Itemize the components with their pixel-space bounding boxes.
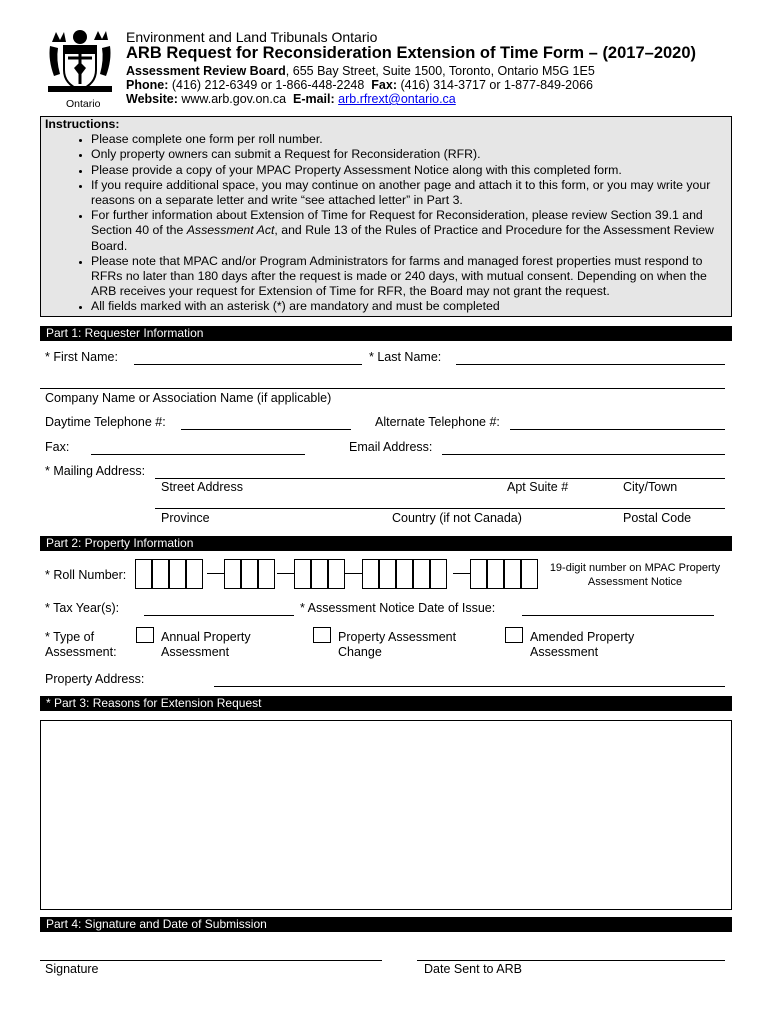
list-item-text: , and Rule 13 of the Rules of Practice and Procedure for the Assessment Review Board.: [91, 223, 714, 253]
change-assessment-checkbox[interactable]: [313, 627, 331, 643]
change-assessment-label: Property Assessment Change: [338, 630, 457, 659]
postal-code-label: Postal Code: [623, 511, 692, 525]
part1-header: Part 1: Requester Information: [40, 326, 732, 341]
list-item: • Only property owners can submit a Request for Reconsideration (RFR).: [91, 147, 731, 162]
roll-digit-box[interactable]: [487, 559, 504, 589]
email-label: E-mail:: [292, 92, 335, 106]
list-item: • Please note that MPAC and/or Program Administrators for farms and managed forest properties must respond to RFRs no later than 180 days after the request is made or 240 days, with mutual consent. Depending on when the ARB receives your request for Extension of Time for RFR, the Board may not grant the request.: [91, 254, 731, 300]
day-phone-label: Daytime Telephone #:: [45, 415, 166, 429]
board-address: , 655 Bay Street, Suite 1500, Toronto, Ontario M5G 1E5: [285, 64, 595, 78]
signature-label: Signature: [45, 962, 99, 976]
mailing-address-label: * Mailing Address:: [45, 464, 146, 478]
list-item: • Please complete one form per roll number.: [91, 132, 731, 147]
annual-assessment-checkbox[interactable]: [136, 627, 154, 643]
amended-assessment-label: Amended Property Assessment: [530, 630, 635, 659]
ministry-name: Environment and Land Tribunals Ontario: [126, 29, 378, 45]
list-item: • If you require additional space, you may continue on another page and attach it to this form, or you may write your reasons on a separate letter and write “see attached letter” in Part 3.: [91, 178, 731, 208]
reasons-textarea[interactable]: [40, 720, 732, 910]
logo-text: Ontario: [66, 98, 101, 110]
roll-digit-box[interactable]: [311, 559, 328, 589]
alt-phone-field[interactable]: [510, 417, 725, 430]
website-value[interactable]: www.arb.gov.on.ca: [177, 92, 287, 106]
ontario-logo: [44, 28, 116, 110]
notice-date-field[interactable]: [522, 603, 714, 616]
email-link[interactable]: arb.rfrext@ontario.ca: [338, 92, 456, 106]
alt-phone-label: Alternate Telephone #:: [375, 415, 500, 429]
list-item-text: For further information about Extension of Time for Request for Reconsideration, please review Section 39.1 and Section 40 of the: [91, 208, 703, 238]
roll-separator: [345, 573, 362, 574]
province-label: Province: [161, 511, 210, 525]
amended-assessment-checkbox[interactable]: [505, 627, 523, 643]
roll-digit-box[interactable]: [362, 559, 379, 589]
list-item: • All fields marked with an asterisk (*) are mandatory and must be completed: [91, 299, 731, 314]
signature-field[interactable]: [40, 948, 382, 961]
coat-of-arms-icon: [44, 28, 116, 98]
fax-label: Fax:: [45, 440, 70, 454]
roll-separator: [207, 573, 224, 574]
website-label: Website:: [126, 92, 178, 106]
roll-digit-box[interactable]: [169, 559, 186, 589]
roll-separator: [277, 573, 294, 574]
roll-digit-box[interactable]: [396, 559, 413, 589]
email-field[interactable]: [442, 442, 725, 455]
roll-digit-box[interactable]: [413, 559, 430, 589]
roll-separator: [453, 573, 470, 574]
date-sent-field[interactable]: [417, 948, 725, 961]
first-name-field[interactable]: [134, 352, 362, 365]
company-label: Company Name or Association Name (if applicable): [45, 391, 332, 405]
roll-digit-box[interactable]: [294, 559, 311, 589]
act-name: Assessment Act: [186, 223, 275, 238]
list-item: • Please provide a copy of your MPAC Property Assessment Notice along with this completed form.: [91, 163, 731, 178]
street-address-field[interactable]: [155, 466, 725, 479]
date-sent-label: Date Sent to ARB: [424, 962, 522, 976]
roll-digit-box[interactable]: [328, 559, 345, 589]
country-label: Country (if not Canada): [392, 511, 522, 525]
city-label: City/Town: [623, 480, 678, 494]
roll-number-label: * Roll Number:: [45, 568, 127, 582]
email-label: Email Address:: [349, 440, 433, 454]
website-line: [126, 92, 456, 106]
street-address-label: Street Address: [161, 480, 243, 494]
property-address-field[interactable]: [214, 674, 725, 687]
notice-date-label: * Assessment Notice Date of Issue:: [300, 601, 496, 615]
instructions-heading: Instructions:: [45, 117, 120, 131]
instructions-list: [41, 132, 731, 314]
roll-digit-box[interactable]: [521, 559, 538, 589]
roll-digit-box[interactable]: [135, 559, 152, 589]
province-field[interactable]: [155, 496, 725, 509]
roll-number-hint: 19-digit number on MPAC Property Assessment Notice: [549, 562, 721, 588]
last-name-field[interactable]: [456, 352, 725, 365]
roll-digit-box[interactable]: [430, 559, 447, 589]
roll-digit-box[interactable]: [379, 559, 396, 589]
phone-label: Phone:: [126, 78, 169, 92]
roll-digit-box[interactable]: [186, 559, 203, 589]
first-name-label: * First Name:: [45, 350, 118, 364]
tax-year-field[interactable]: [144, 603, 294, 616]
board-label: Assessment Review Board: [126, 64, 286, 78]
property-address-label: Property Address:: [45, 672, 145, 686]
fax-value: (416) 314-3717 or 1-877-849-2066: [397, 78, 593, 92]
part4-header: Part 4: Signature and Date of Submission: [40, 917, 732, 932]
fax-field[interactable]: [91, 442, 305, 455]
roll-digit-box[interactable]: [258, 559, 275, 589]
roll-digit-box[interactable]: [224, 559, 241, 589]
phone-value: (416) 212-6349 or 1-866-448-2248: [168, 78, 365, 92]
roll-digit-box[interactable]: [470, 559, 487, 589]
tax-year-label: * Tax Year(s):: [45, 601, 120, 615]
phone-line: [126, 78, 593, 92]
assessment-type-label: * Type of Assessment:: [45, 630, 117, 659]
annual-assessment-label: Annual Property Assessment: [161, 630, 251, 659]
part2-header: Part 2: Property Information: [40, 536, 732, 551]
day-phone-field[interactable]: [181, 417, 351, 430]
page-title: ARB Request for Reconsideration Extension of Time Form – (2017–2020): [126, 44, 697, 62]
board-address-line: [126, 64, 595, 78]
instructions-box: [40, 116, 732, 317]
roll-digit-box[interactable]: [241, 559, 258, 589]
list-item: [91, 208, 731, 254]
fax-label: Fax:: [371, 78, 397, 92]
roll-digit-box[interactable]: [152, 559, 169, 589]
roll-digit-box[interactable]: [504, 559, 521, 589]
last-name-label: * Last Name:: [369, 350, 442, 364]
apt-suite-label: Apt Suite #: [507, 480, 569, 494]
company-field[interactable]: [40, 376, 725, 389]
part3-header: * Part 3: Reasons for Extension Request: [40, 696, 732, 711]
